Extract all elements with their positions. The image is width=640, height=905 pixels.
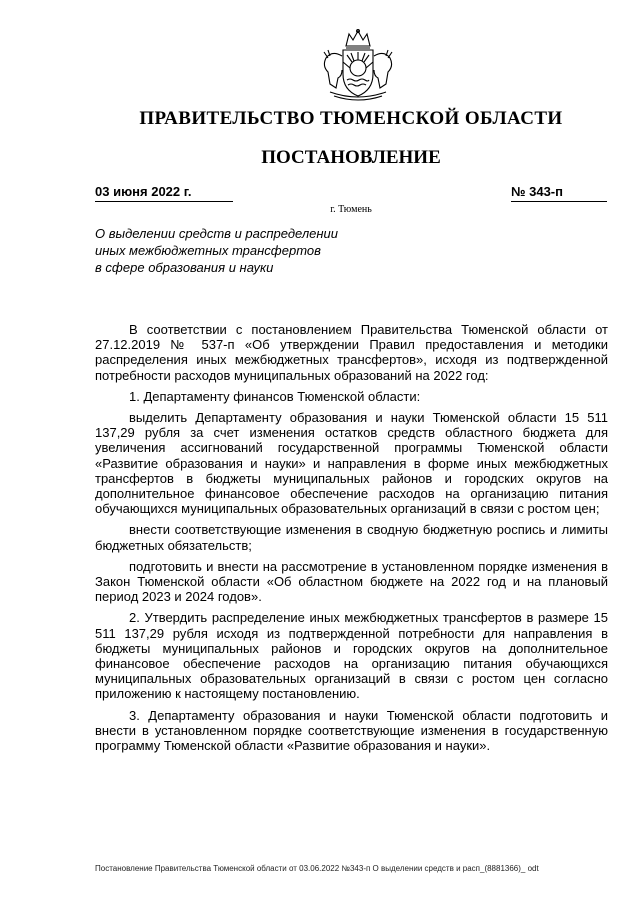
document-body: [95, 322, 608, 759]
body-paragraph: 1. Департаменту финансов Тюменской области:: [129, 388, 421, 404]
body-paragraph: В соответствии с постановлением Правительства Тюменской области от 27.12.2019 № 537-п «Об утверждении Правил предоставления и методики распределения иных межбюджетных трансфертов», исходя из подтвержденной потребности расходов муниципальных образований на 2022 год:: [95, 322, 608, 383]
body-paragraph: 3. Департаменту образования и науки Тюменской области подготовить и внести в установленном порядке соответствующие изменения в государственную программу Тюменской области «Развитие образования и науки».: [95, 707, 608, 754]
organization-title: ПРАВИТЕЛЬСТВО ТЮМЕНСКОЙ ОБЛАСТИ: [139, 108, 563, 129]
body-paragraph: 2. Утвердить распределение иных межбюджетных трансфертов в размере 15 511 137,29 рубля исходя из подтвержденной потребности для направления в бюджеты муниципальных районов и городских округов на дополнительное финансовое обеспечение расходов на организацию питания обучающихся муниципальных образовательных организаций в связи с ростом цен согласно приложению к настоящему постановлению.: [95, 610, 608, 702]
body-paragraph: выделить Департаменту образования и науки Тюменской области 15 511 137,29 рубля за счет изменения остатков средств областного бюджета для увеличения ассигнований государственной программы Тюменской области «Развитие образования и науки» и направления в форме иных межбюджетных трансфертов в бюджеты муниципальных районов и городских округов на дополнительное финансовое обеспечение расходов на организацию питания обучающихся муниципальных образовательных организаций в связи с ростом цен;: [95, 410, 608, 517]
subject-line: в сфере образования и науки: [95, 260, 274, 275]
subject-line: иных межбюджетных трансфертов: [95, 243, 321, 258]
coat-of-arms-icon: [316, 28, 400, 102]
body-paragraph: внести соответствующие изменения в сводную бюджетную роспись и лимиты бюджетных обязательств;: [95, 522, 608, 553]
document-city: г. Тюмень: [330, 204, 372, 215]
document-type-title: ПОСТАНОВЛЕНИЕ: [261, 147, 441, 168]
body-paragraph: подготовить и внести на рассмотрение в установленном порядке изменения в Закон Тюменской области «Об областном бюджете на 2022 год и на плановый период 2023 и 2024 годов».: [95, 558, 608, 605]
document-date: 03 июня 2022 г.: [95, 184, 233, 202]
page-footer: Постановление Правительства Тюменской области от 03.06.2022 №343-п О выделении средств и расп_(8881366)_ odt: [95, 864, 539, 873]
subject-line: О выделении средств и распределении: [95, 226, 339, 241]
document-number: № 343-п: [511, 184, 607, 202]
document-subject: [95, 225, 395, 276]
